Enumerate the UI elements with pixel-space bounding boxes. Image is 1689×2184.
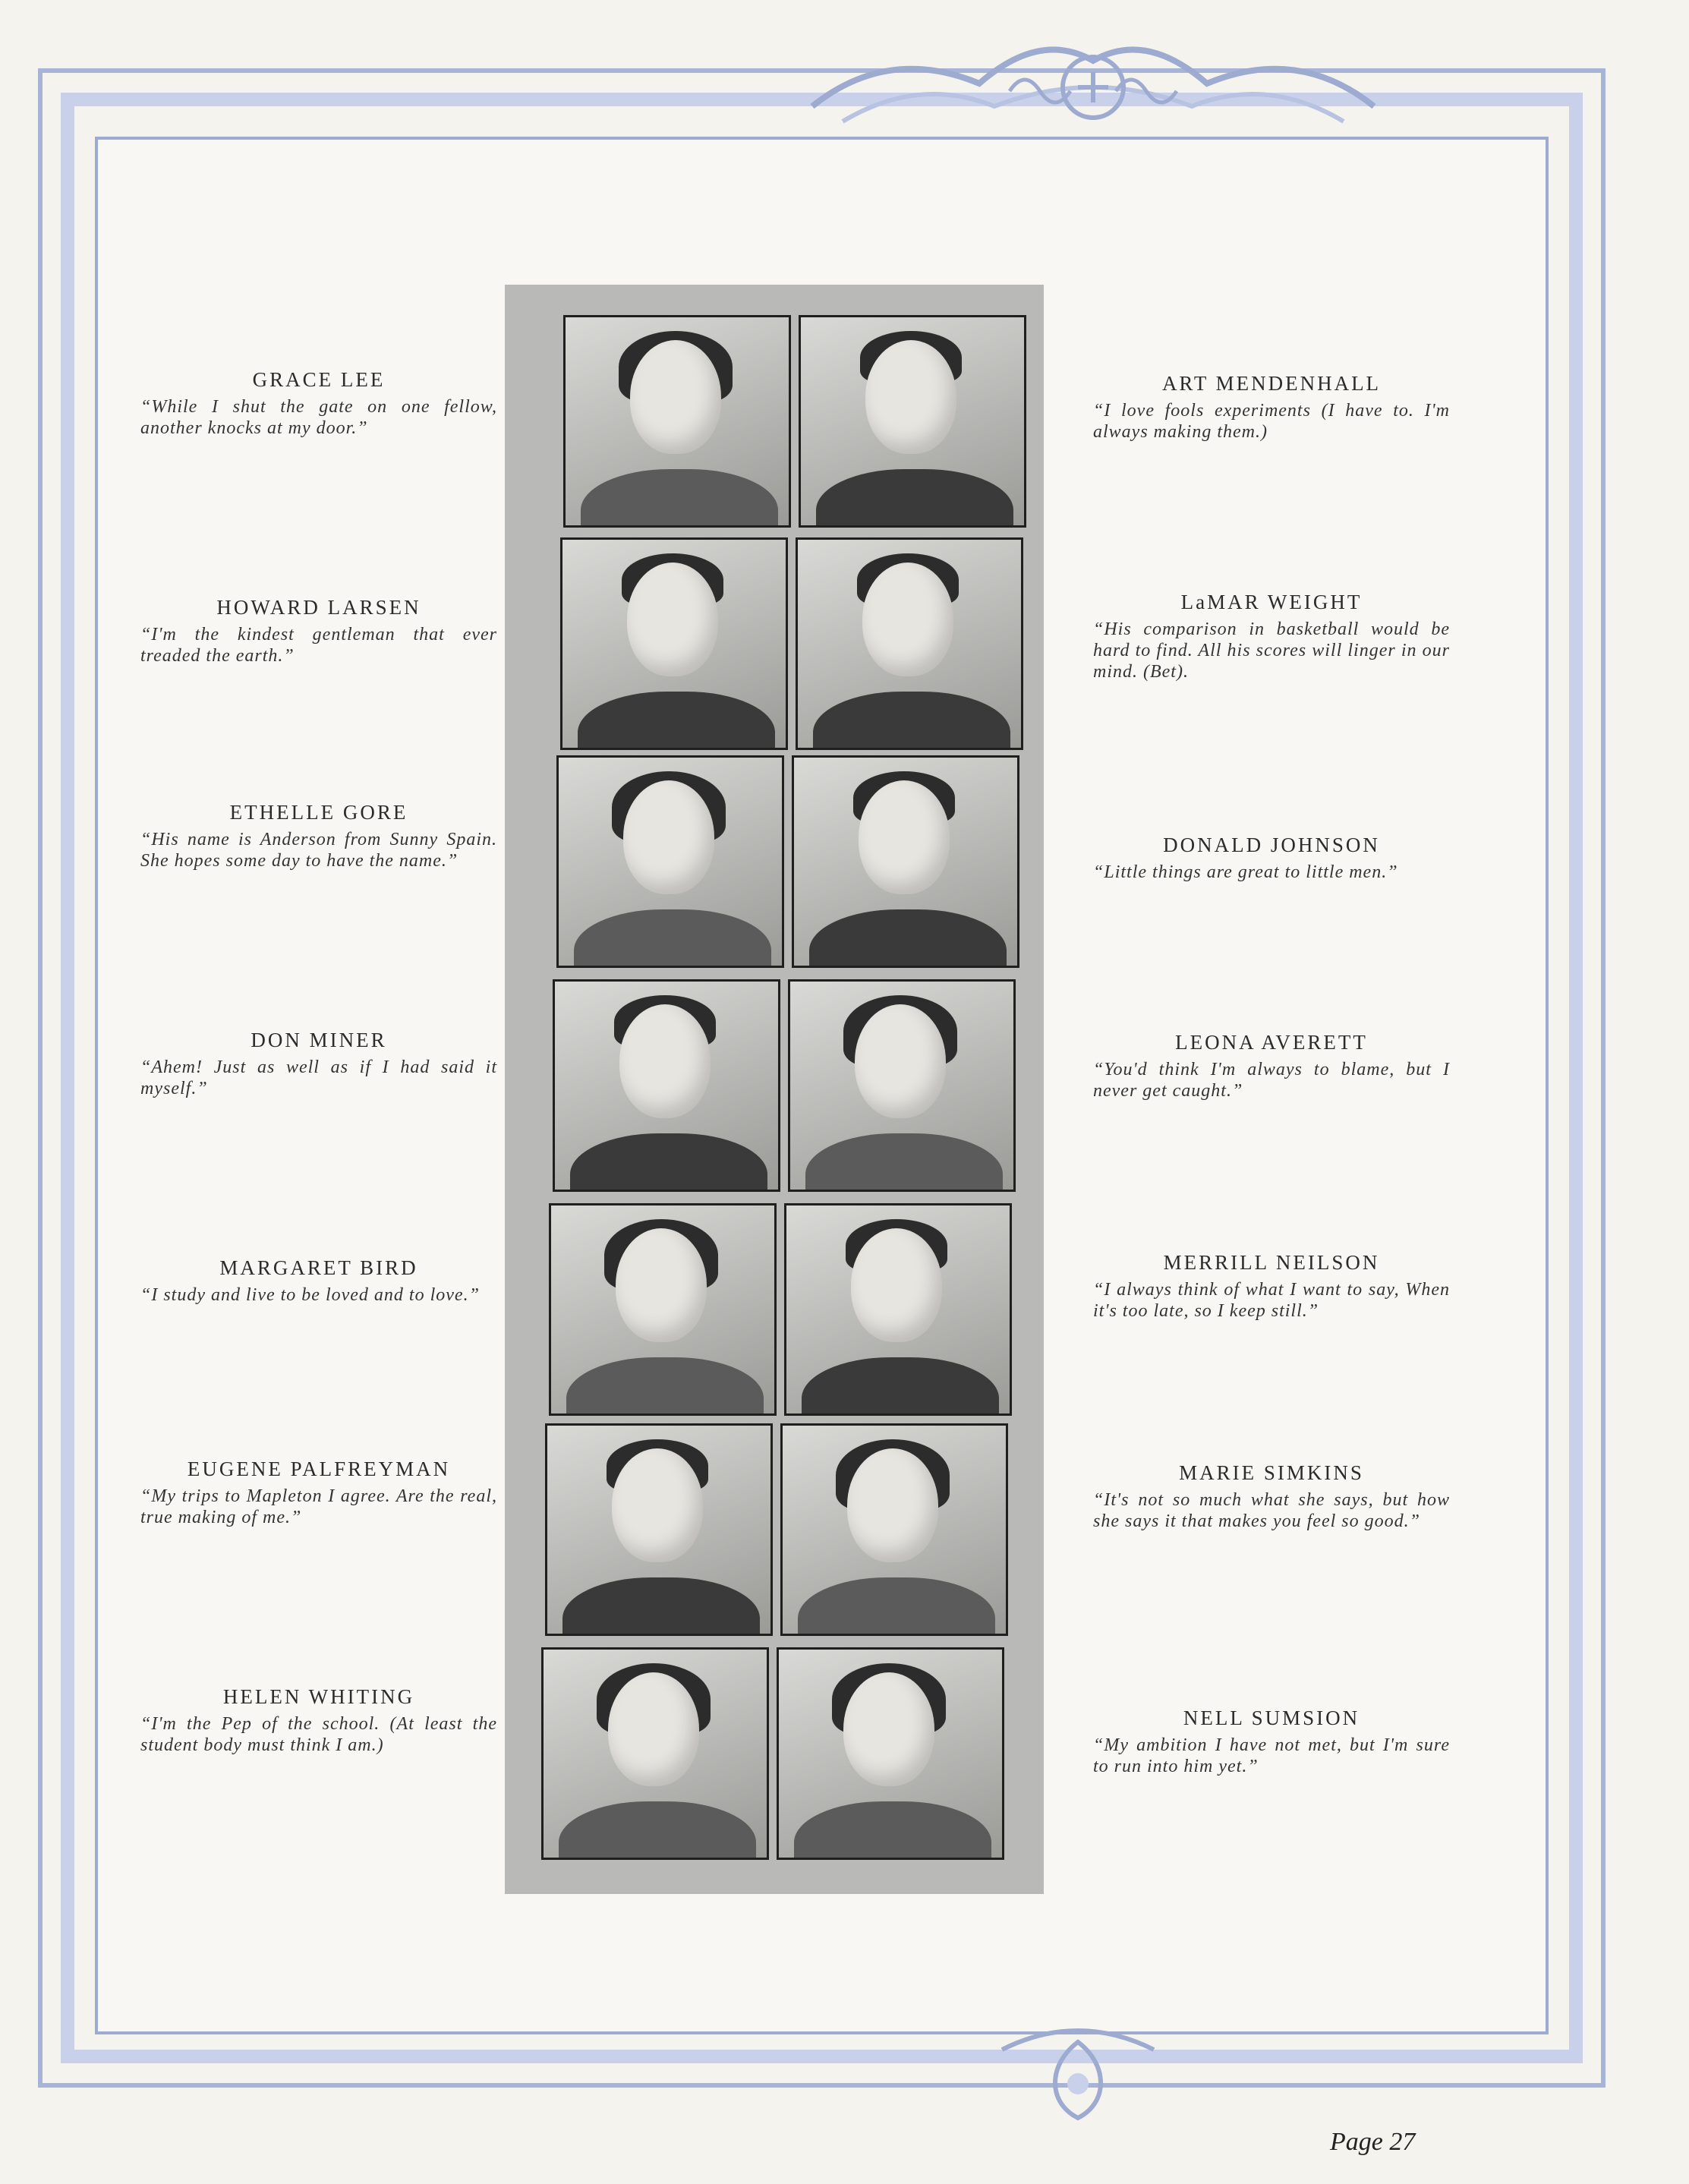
student-quote: “I'm the Pep of the school. (At least the student body must think I am.) (140, 1714, 497, 1755)
student-quote: “While I shut the gate on one fellow, another knocks at my door.” (140, 397, 497, 438)
portrait-photo-left-4 (553, 979, 780, 1192)
student-name: NELL SUMSION (1183, 1707, 1360, 1729)
portrait-head (847, 1448, 938, 1562)
student-entry-right-1 (1093, 372, 1450, 443)
student-entry-right-6 (1093, 1461, 1450, 1532)
student-entry-right-7 (1093, 1707, 1450, 1777)
portrait-head (862, 563, 953, 676)
student-quote: “Little things are great to little men.” (1093, 862, 1398, 882)
portrait-head (843, 1672, 934, 1786)
portrait-photo-left-7 (541, 1647, 769, 1860)
student-name: MARIE SIMKINS (1179, 1461, 1364, 1484)
student-entry-left-6 (140, 1458, 497, 1528)
portrait-photo-right-4 (788, 979, 1016, 1192)
student-name: EUGENE PALFREYMAN (187, 1458, 451, 1480)
portrait-photo-right-7 (777, 1647, 1004, 1860)
portrait-photo-right-3 (792, 755, 1019, 968)
portrait-photo-right-6 (780, 1423, 1008, 1636)
portrait-photo-left-2 (560, 537, 788, 750)
portrait-photo-left-6 (545, 1423, 773, 1636)
portrait-photo-left-1 (563, 315, 791, 528)
portrait-body (813, 692, 1010, 750)
student-entry-right-5 (1093, 1251, 1450, 1322)
portrait-photo-left-5 (549, 1203, 777, 1416)
student-name: DONALD JOHNSON (1163, 834, 1380, 856)
portrait-head (612, 1448, 703, 1562)
portrait-head (608, 1672, 699, 1786)
portrait-head (859, 780, 950, 894)
student-entry-right-4 (1093, 1031, 1450, 1101)
student-entry-left-3 (140, 801, 497, 871)
portrait-body (816, 469, 1013, 528)
portrait-head (616, 1228, 707, 1342)
portrait-head (619, 1004, 711, 1118)
bottom-floral-ornament (987, 2019, 1169, 2133)
portrait-body (574, 909, 771, 968)
portrait-head (865, 340, 956, 454)
portrait-body (805, 1133, 1003, 1192)
student-entry-left-5 (140, 1256, 497, 1306)
student-entry-right-3 (1093, 834, 1450, 883)
portrait-body (566, 1357, 764, 1416)
portrait-head (627, 563, 718, 676)
portrait-body (562, 1577, 760, 1636)
top-scroll-ornament (797, 15, 1389, 152)
portrait-head (855, 1004, 946, 1118)
student-name: HELEN WHITING (222, 1685, 415, 1708)
student-name: LaMAR WEIGHT (1180, 591, 1363, 613)
portrait-head (851, 1228, 942, 1342)
student-name: GRACE LEE (252, 368, 386, 391)
portrait-photo-right-5 (784, 1203, 1012, 1416)
student-name: ART MENDENHALL (1161, 372, 1382, 395)
portrait-body (578, 692, 775, 750)
portrait-photo-right-1 (799, 315, 1026, 528)
portrait-head (630, 340, 721, 454)
student-entry-left-2 (140, 596, 497, 667)
student-quote: “His comparison in basketball would be hard to find. All his scores will linger in our mind. (Bet). (1093, 619, 1450, 682)
student-entry-left-4 (140, 1029, 497, 1099)
portrait-photo-right-2 (796, 537, 1023, 750)
student-quote: “I study and live to be loved and to love.” (140, 1285, 480, 1305)
student-quote: “I love fools experiments (I have to. I'm always making them.) (1093, 401, 1450, 442)
portrait-photo-left-3 (556, 755, 784, 968)
student-name: MERRILL NEILSON (1163, 1251, 1380, 1274)
student-quote: “I'm the kindest gentleman that ever treaded the earth.” (140, 625, 497, 666)
student-name: ETHELLE GORE (229, 801, 408, 824)
page-number: Page 27 (1330, 2128, 1416, 2156)
student-quote: “I always think of what I want to say, When it's too late, so I keep still.” (1093, 1280, 1450, 1321)
student-quote: “My ambition I have not met, but I'm sure to run into him yet.” (1093, 1735, 1450, 1776)
student-quote: “His name is Anderson from Sunny Spain. She hopes some day to have the name.” (140, 830, 497, 871)
student-quote: “It's not so much what she says, but how she says it that makes you feel so good.” (1093, 1490, 1450, 1531)
portrait-body (798, 1577, 995, 1636)
student-quote: “You'd think I'm always to blame, but I never get caught.” (1093, 1060, 1450, 1101)
portrait-body (802, 1357, 999, 1416)
portrait-body (581, 469, 778, 528)
portrait-body (809, 909, 1007, 968)
student-entry-left-7 (140, 1685, 497, 1756)
student-entry-left-1 (140, 368, 497, 439)
student-name: DON MINER (251, 1029, 387, 1051)
student-quote: “Ahem! Just as well as if I had said it myself.” (140, 1057, 497, 1098)
student-entry-right-2 (1093, 591, 1450, 682)
portrait-body (559, 1801, 756, 1860)
portrait-head (623, 780, 714, 894)
portrait-body (570, 1133, 767, 1192)
student-name: HOWARD LARSEN (216, 596, 421, 619)
student-name: LEONA AVERETT (1175, 1031, 1368, 1054)
student-quote: “My trips to Mapleton I agree. Are the real, true making of me.” (140, 1486, 497, 1527)
student-name: MARGARET BIRD (219, 1256, 418, 1279)
portrait-body (794, 1801, 991, 1860)
